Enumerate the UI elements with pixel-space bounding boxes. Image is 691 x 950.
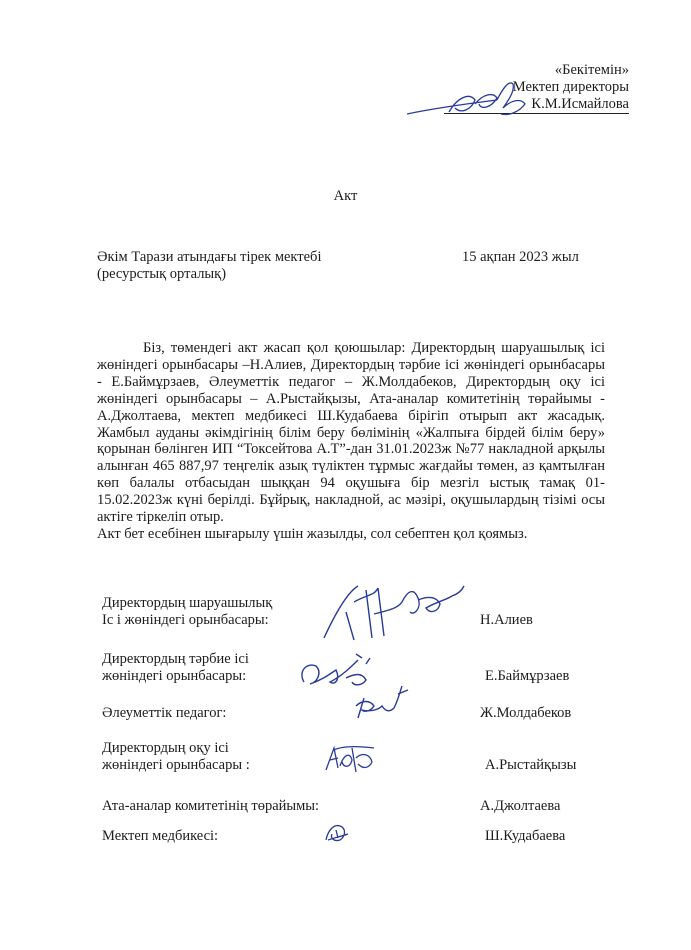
role-line: Директордың шаруашылық [102,595,273,611]
director-signature [405,78,540,128]
role-line: Әлеуметтік педагог: [102,705,227,721]
school-name-line2: (ресурстық орталық) [97,266,227,282]
document-date: 15 ақпан 2023 жыл [462,249,579,265]
signature-aliev [318,582,468,644]
signatory-name: А.Джолтаева [480,798,561,814]
act-body-text: Біз, төмендегі акт жасап қол қоюшылар: Директордың шаруашылық ісі жөніндегі орынбасары –Н.Алиев, Директордың тәрбие ісі жөніндегі орынбасары - Е.Баймұрзаев, Әлеуметтік педагог – Ж.Молдабеков, Директордың оқу ісі жөніндегі орынбасары – А.Рыстайқызы, Ата-аналар комитетінің төрайымы - А.Джолтаева, мектеп медбикесі Ш.Кудабаева бірігіп отырып акт жасадық. Жамбыл ауданы әкімдігінің білім беру бөлімінің «Жалпыға бірдей білім беру» қорынан бөлінген ИП “Токсейтова А.Т”-дан 31.01.2023ж №77 накладной арқылы алынған 465 887,97 теңгелік азық түліктен тұрмыс жағдайы төмен, аз қамтылған көп балалы отбасыдан шыққан 94 оқушыға бір мезгіл ыстық тамақ 01-15.02.2023ж күні берілді. Бұйрық, накладной, ас мәзірі, оқушылардың тізімі осы актіге тіркеліп отыр. [97,340,605,526]
school-name [97,249,321,283]
document-title: Акт [333,188,358,204]
signatory-name: Е.Баймұрзаев [485,668,570,684]
school-name-line1: Әкім Тарази атындағы тірек мектебі [97,249,322,265]
role-line: Директордың оқу ісі [102,740,229,756]
act-closing: Акт бет есебінен шығарылу үшін жазылды, сол себептен қол қоямыз. [97,525,528,542]
director-name: К.М.Исмайлова [444,96,629,114]
signatory-name: А.Рыстайқызы [485,757,577,773]
signatory-name: Ш.Кудабаева [485,828,566,844]
signature-moldabekov [352,684,412,726]
act-body [97,340,605,543]
role-line: Директордың тәрбие ісі [102,651,249,667]
approval-heading: «Бекітемін» [554,62,629,78]
signatory-role [102,705,226,722]
role-line: Мектеп медбикесі: [102,828,219,844]
signatory-name: Н.Алиев [480,612,533,628]
role-line: Ата-аналар комитетінің төрайымы: [102,798,320,814]
role-line: Іс і жөніндегі орынбасары: [102,612,269,628]
director-position: Мектеп директоры [512,79,629,95]
signature-kudabaeva [322,818,352,846]
signatory-role [102,798,319,815]
signatory-role [102,651,249,685]
signatory-role [102,828,218,845]
signatory-role [102,740,250,774]
signatory-role [102,595,272,629]
signature-rystaikyzy [322,742,378,778]
signatory-name: Ж.Молдабеков [480,705,572,721]
role-line: жөніндегі орынбасары: [102,668,247,684]
role-line: жөніндегі орынбасары : [102,757,250,773]
